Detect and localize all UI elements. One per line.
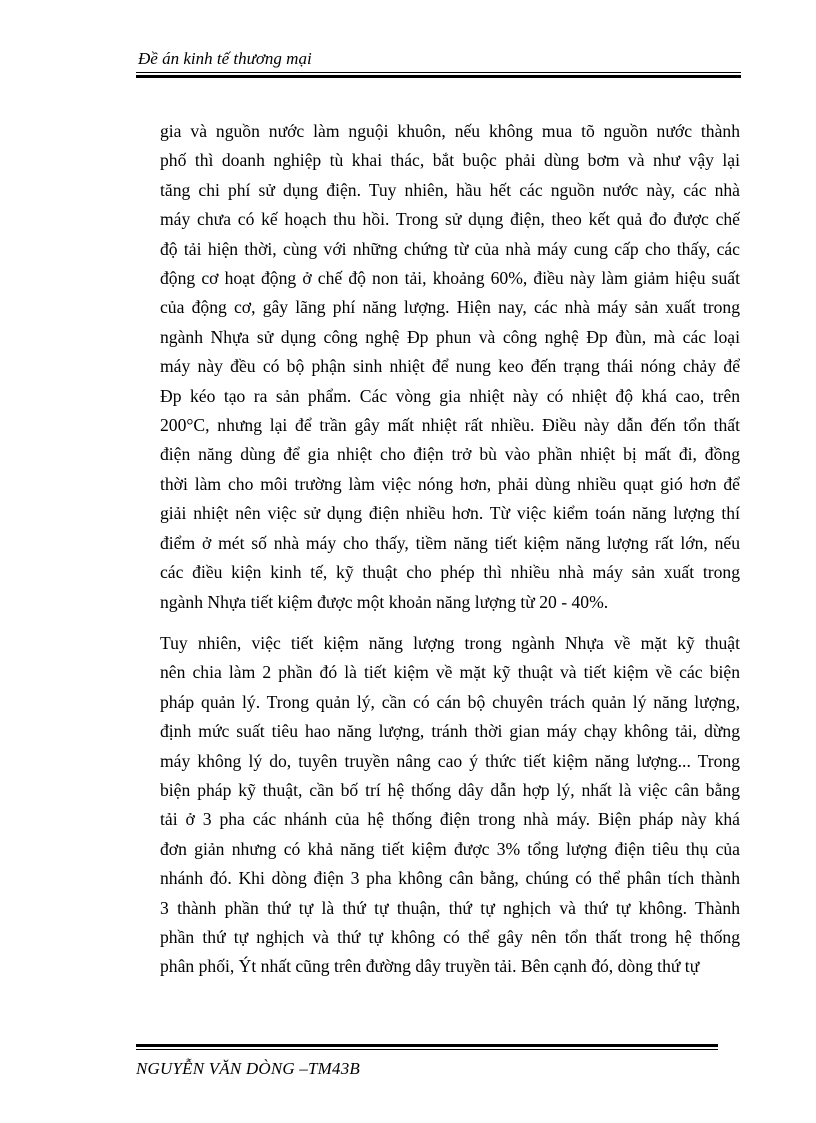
text-line: pháp quản lý. Trong quản lý, cần có cán bộ chuyên trách quản lý năng lượng, xyxy=(160,691,740,712)
text-line: độ tải hiện thời, cùng với những chứng từ của nhà máy cung cấp cho thấy, các xyxy=(160,238,740,259)
text-line: ngành Nhựa tiết kiệm được một khoản năng lượng từ 20 - 40%. xyxy=(160,591,609,612)
text-line: gia và nguồn nước làm nguội khuôn, nếu không mua tõ nguồn nước thành xyxy=(160,121,740,141)
header-rule-thick xyxy=(136,75,741,78)
text-line: giải nhiệt nên việc sử dụng điện nhiều hơn. Từ việc kiểm toán năng lượng thí xyxy=(160,503,740,524)
footer-rule-thick xyxy=(136,1044,718,1047)
text-line: điểm ở mét số nhà máy cho thấy, tiềm năng tiết kiệm năng lượng rất lớn, nếu xyxy=(160,532,740,553)
text-line: phần thứ tự nghịch và thứ tự không có thể gây nên tổn thất trong hệ thống xyxy=(160,926,740,947)
text-line: Tuy nhiên, việc tiết kiệm năng lượng trong ngành Nhựa về mặt kỹ thuật xyxy=(160,632,740,653)
page-footer xyxy=(136,1044,718,1080)
paragraph-2 xyxy=(136,629,740,982)
text-line: phố thì doanh nghiệp tù khai thác, bắt buộc phải dùng bơm và như vậy lại xyxy=(160,150,740,171)
text-line: 200°C, nhưng lại để trần gây mất nhiệt rất nhiều. Điều này dẫn đến tổn thất xyxy=(160,415,740,436)
text-line: đơn giản nhưng có khả năng tiết kiệm được 3% tổng lượng điện tiêu thụ của xyxy=(160,838,740,859)
text-line: máy chưa có kế hoạch thu hồi. Trong sử dụng điện, theo kết quả đo được chế xyxy=(160,209,740,230)
footer-author: NGUYỄN VĂN DÒNG –TM43B xyxy=(136,1059,360,1078)
text-line: máy này đều có bộ phận sinh nhiệt để nung keo đến trạng thái nóng chảy để xyxy=(160,356,740,377)
text-line: của động cơ, gây lãng phí năng lượng. Hiện nay, các nhà máy sản xuất trong xyxy=(160,297,740,318)
text-line: tải ở 3 pha các nhánh của hệ thống điện trong nhà máy. Biện pháp này khá xyxy=(160,809,740,830)
text-line: nên chia làm 2 phần đó là tiết kiệm về mặt kỹ thuật và tiết kiệm về các biện xyxy=(160,662,740,683)
text-line: 3 thành phần thứ tự là thứ tự thuận, thứ tự nghịch và thứ tự không. Thành xyxy=(160,897,740,918)
page-header xyxy=(136,48,741,78)
text-line: tăng chi phí sử dụng điện. Tuy nhiên, hầu hết các nguồn nước này, các nhà xyxy=(160,179,740,200)
text-line: biện pháp kỹ thuật, cần bố trí hệ thống dây dẫn hợp lý, nhất là việc cân bằng xyxy=(160,779,740,800)
paragraph-1 xyxy=(136,117,740,617)
text-line: máy không lý do, tuyên truyền nâng cao ý thức tiết kiệm năng lượng... Trong xyxy=(160,750,740,771)
text-line: nhánh đó. Khi dòng điện 3 pha không cân bằng, chúng có thể phân tích thành xyxy=(160,868,740,889)
header-rule-thin xyxy=(136,72,741,73)
text-line: phân phối, Ýt nhất cũng trên đường dây truyền tải. Bên cạnh đó, dòng thứ tự xyxy=(160,956,700,977)
text-line: ngành Nhựa sử dụng công nghệ Đp phun và công nghệ Đp đùn, mà các loại xyxy=(160,326,740,347)
text-line: thời làm cho môi trường làm việc nóng hơn, phải dùng nhiều quạt gió hơn để xyxy=(160,473,740,494)
document-body xyxy=(136,117,740,994)
header-title: Đề án kinh tế thương mại xyxy=(138,49,312,68)
footer-rule-thin xyxy=(136,1049,718,1050)
text-line: định mức suất tiêu hao năng lượng, tránh thời gian máy chạy không tải, dừng xyxy=(160,721,740,742)
text-line: các điều kiện kinh tế, kỹ thuật cho phép thì nhiều nhà máy sản xuất trong xyxy=(160,562,740,583)
text-line: Đp kéo tạo ra sản phẩm. Các vòng gia nhiệt này có nhiệt độ khá cao, trên xyxy=(160,385,740,406)
text-line: điện năng dùng để gia nhiệt cho điện trở bù vào phần nhiệt bị mất đi, đồng xyxy=(160,444,740,465)
text-line: động cơ hoạt động ở chế độ non tải, khoảng 60%, điều này làm giảm hiệu suất xyxy=(160,268,740,289)
